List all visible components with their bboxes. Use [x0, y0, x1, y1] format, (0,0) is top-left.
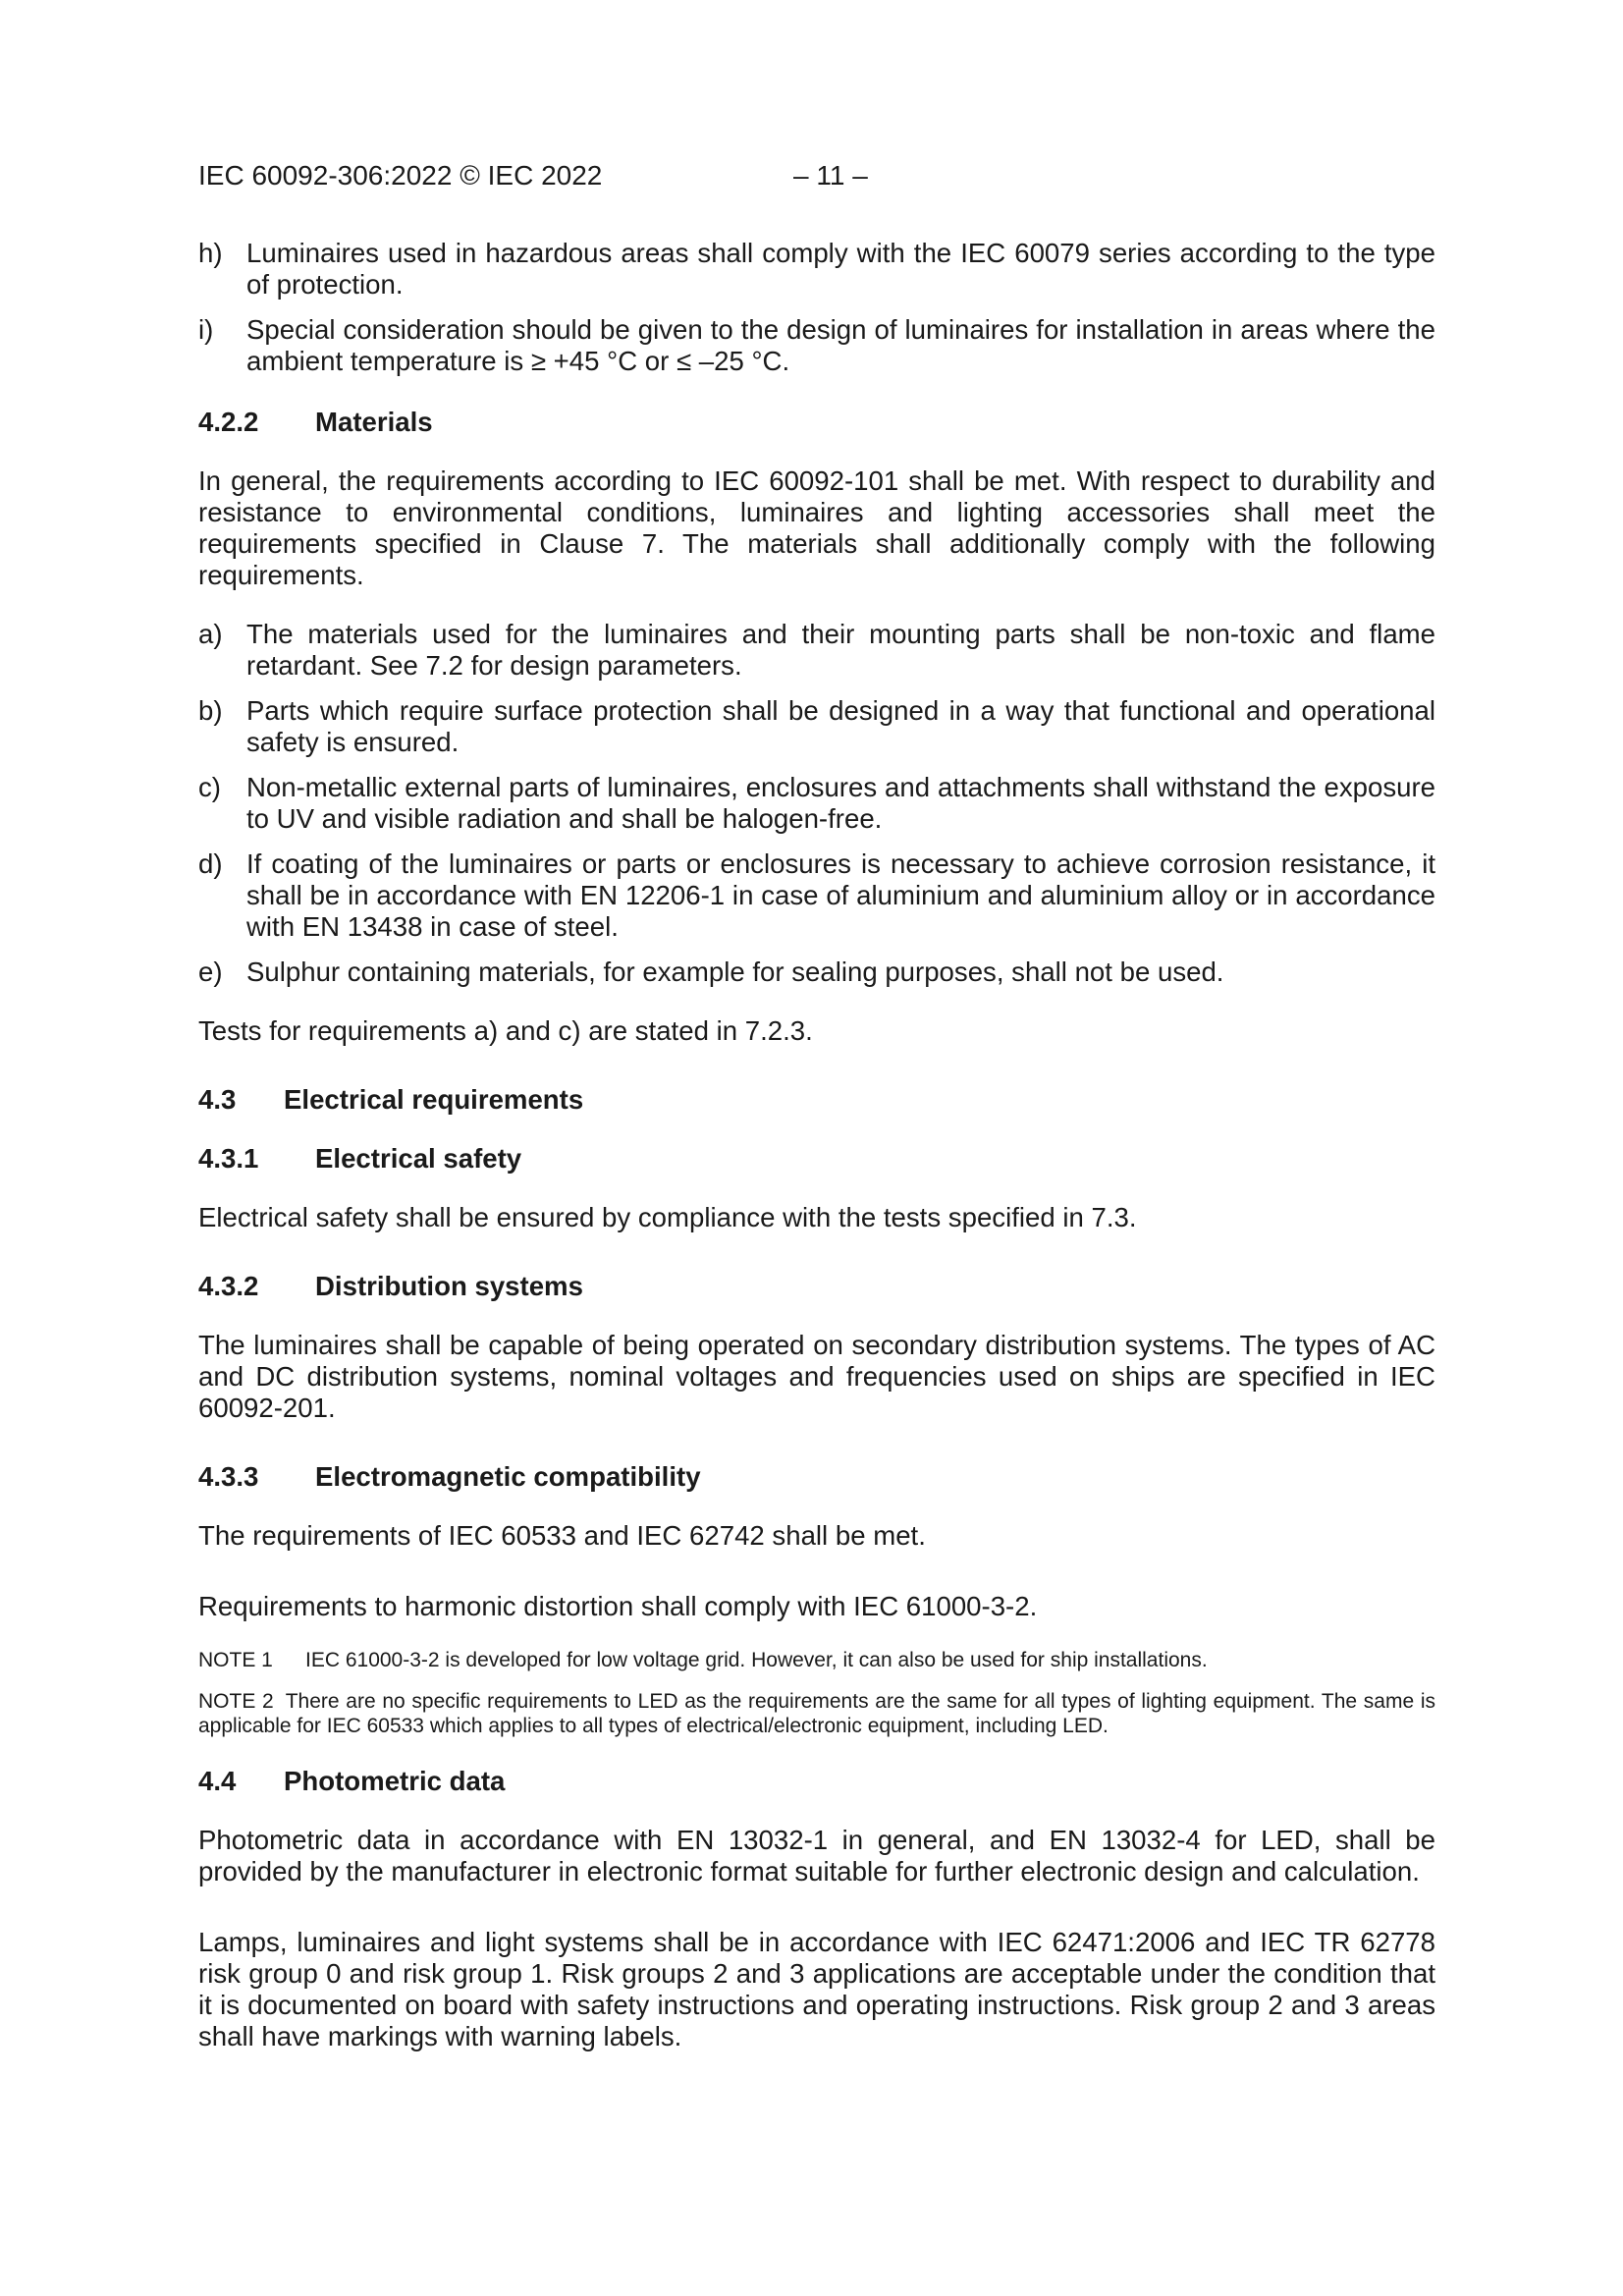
section-heading-4-3-1: [198, 1143, 1435, 1175]
paragraph: Electrical safety shall be ensured by compliance with the tests specified in 7.3.: [198, 1202, 1137, 1232]
paragraph: Tests for requirements a) and c) are stated in 7.2.3.: [198, 1015, 813, 1046]
list-item-text: Luminaires used in hazardous areas shall comply with the IEC 60079 series according to the type of protection.: [246, 238, 1435, 300]
list-item: [198, 619, 1435, 682]
list-item: [198, 772, 1435, 835]
note-label: NOTE 1: [198, 1649, 273, 1671]
paragraph: In general, the requirements according to IEC 60092-101 shall be met. With respect to durability and resistance to environmental conditions, luminaires and lighting accessories shall meet the requirements specified in Clause 7. The materials shall additionally comply with the following requirements.: [198, 465, 1435, 590]
list-item-text: Sulphur containing materials, for example for sealing purposes, shall not be used.: [246, 957, 1224, 987]
section-heading-4-3: [198, 1084, 1435, 1116]
section-title: Electromagnetic compatibility: [315, 1461, 701, 1492]
section-number: 4.3.1: [198, 1143, 259, 1174]
section-number: 4.4: [198, 1766, 237, 1796]
list-item: [198, 957, 1435, 988]
section-number: 4.3.2: [198, 1271, 259, 1301]
list-item-label: i): [198, 314, 214, 345]
page-header: [198, 160, 1435, 195]
section-number: 4.2.2: [198, 407, 259, 437]
list-item-label: a): [198, 619, 223, 649]
section-number: 4.3.3: [198, 1461, 259, 1492]
paragraph: Lamps, luminaires and light systems shall be in accordance with IEC 62471:2006 and IEC TR 62778 risk group 0 and risk group 1. Risk groups 2 and 3 applications are acceptable under the condition that it is documented on board with safety instructions and operating instructions. Risk group 2 and 3 areas shall have markings with warning labels.: [198, 1927, 1435, 2051]
list-item-label: d): [198, 848, 223, 879]
section-heading-4-3-2: [198, 1271, 1435, 1302]
section-title: Materials: [315, 407, 433, 437]
note: [198, 1648, 1435, 1672]
list-item: [198, 314, 1435, 377]
list-item-text: Special consideration should be given to the design of luminaires for installation in areas where the ambient temperature is ≥ +45 °C or ≤ –25 °C.: [246, 314, 1435, 376]
list-item-label: h): [198, 238, 223, 268]
section-heading-4-2-2: [198, 407, 1435, 438]
list-item-text: The materials used for the luminaires and their mounting parts shall be non-toxic and flame retardant. See 7.2 for design parameters.: [246, 619, 1435, 681]
list-item-label: b): [198, 695, 223, 726]
document-id: IEC 60092-306:2022 © IEC 2022: [198, 160, 603, 191]
note-label: NOTE 2: [198, 1690, 274, 1713]
paragraph: The luminaires shall be capable of being operated on secondary distribution systems. The types of AC and DC distribution systems, nominal voltages and frequencies used on ships are specified in IEC 60092-201.: [198, 1330, 1435, 1423]
note-text: There are no specific requirements to LED as the requirements are the same for all types of lighting equipment. The same is applicable for IEC 60533 which applies to all types of electrical/electronic equipment, including LED.: [198, 1690, 1435, 1737]
paragraph: Requirements to harmonic distortion shall comply with IEC 61000-3-2.: [198, 1591, 1038, 1621]
document-body: [198, 238, 1435, 2052]
section-title: Electrical safety: [315, 1143, 522, 1174]
paragraph: The requirements of IEC 60533 and IEC 62742 shall be met.: [198, 1520, 926, 1551]
list-item: [198, 695, 1435, 758]
section-title: Electrical requirements: [284, 1084, 584, 1115]
section-number: 4.3: [198, 1084, 237, 1115]
list-item: [198, 848, 1435, 943]
list-item-label: e): [198, 957, 223, 987]
section-title: Distribution systems: [315, 1271, 583, 1301]
list-item-text: Parts which require surface protection shall be designed in a way that functional and operational safety is ensured.: [246, 695, 1435, 757]
section-title: Photometric data: [284, 1766, 506, 1796]
page-number: – 11 –: [793, 160, 868, 191]
section-heading-4-3-3: [198, 1461, 1435, 1493]
list-item-text: If coating of the luminaires or parts or enclosures is necessary to achieve corrosion resistance, it shall be in accordance with EN 12206-1 in case of aluminium and aluminium alloy or in accordance with EN 13438 in case of steel.: [246, 848, 1435, 942]
note: [198, 1689, 1435, 1738]
list-item: [198, 238, 1435, 301]
section-heading-4-4: [198, 1766, 1435, 1797]
note-text: IEC 61000-3-2 is developed for low voltage grid. However, it can also be used for ship installations.: [305, 1649, 1208, 1671]
list-item-text: Non-metallic external parts of luminaires, enclosures and attachments shall withstand the exposure to UV and visible radiation and shall be halogen-free.: [246, 772, 1435, 834]
list-item-label: c): [198, 772, 221, 802]
paragraph: Photometric data in accordance with EN 13032-1 in general, and EN 13032-4 for LED, shall be provided by the manufacturer in electronic format suitable for further electronic design and calculation.: [198, 1825, 1435, 1886]
